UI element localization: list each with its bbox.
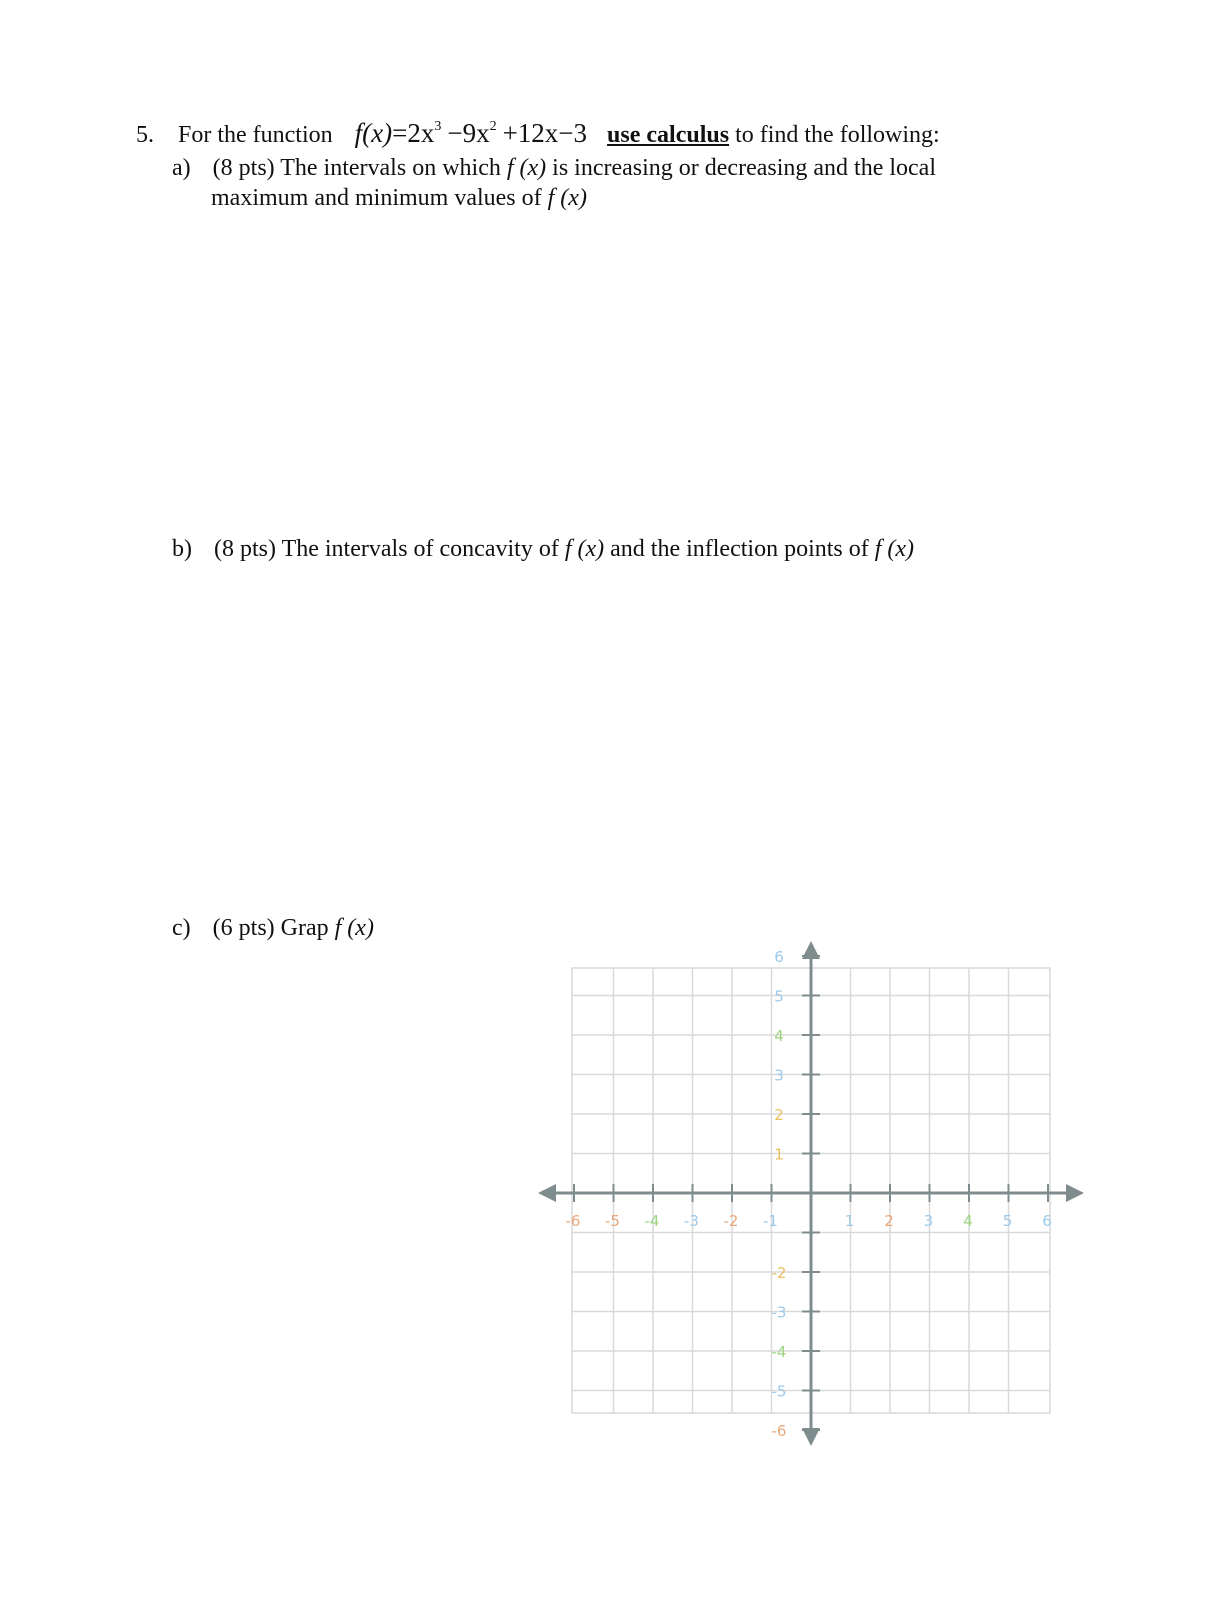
y-tick-label: -2 xyxy=(771,1264,787,1282)
function-lhs: f(x) xyxy=(354,118,393,148)
part-a-label: a) xyxy=(172,155,191,181)
function-exp-3: 3 xyxy=(434,119,442,134)
x-tick-label: -1 xyxy=(763,1212,778,1230)
y-tick-label: -3 xyxy=(771,1303,787,1322)
part-a-text-1: The intervals on which xyxy=(280,155,501,181)
x-tick-label: -6 xyxy=(565,1212,581,1230)
part-a-fx: f (x) xyxy=(506,155,547,181)
question-number: 5. xyxy=(136,122,154,148)
function-term-3: +12x−3 xyxy=(502,118,588,148)
part-b-fx: f (x) xyxy=(564,536,605,562)
part-c-label: c) xyxy=(172,915,191,941)
function-term-1: 2x xyxy=(407,118,435,148)
x-axis-arrow-left xyxy=(538,1184,556,1202)
y-tick-label: 6 xyxy=(774,948,784,966)
y-tick-label: -6 xyxy=(771,1422,787,1440)
x-tick-label: -5 xyxy=(605,1212,620,1230)
x-tick-label: 2 xyxy=(884,1212,894,1230)
part-c-fx: f (x) xyxy=(334,915,374,941)
y-tick-label: 2 xyxy=(774,1106,784,1124)
x-tick-label: 4 xyxy=(963,1212,973,1230)
part-a-fx-2: f (x) xyxy=(547,185,587,211)
function-eq: = xyxy=(392,118,408,148)
x-tick-label: 5 xyxy=(1002,1212,1013,1230)
function-term-2: −9x xyxy=(447,118,490,148)
part-a-points: (8 pts) xyxy=(212,155,275,181)
x-tick-label: -4 xyxy=(644,1212,660,1230)
part-c-points: (6 pts) xyxy=(212,915,275,941)
part-c-text-1: Grap xyxy=(280,915,329,941)
part-a-text-3: maximum and minimum values of xyxy=(211,185,542,211)
use-calculus-emphasis: use calculus xyxy=(607,122,730,148)
x-tick-label: 6 xyxy=(1042,1212,1052,1230)
part-b-text-1: The intervals of concavity of xyxy=(281,536,559,562)
y-tick-label: 1 xyxy=(774,1145,784,1164)
function-exp-2: 2 xyxy=(489,119,497,134)
part-b-fx-2: f (x) xyxy=(874,536,915,562)
x-tick-label: -2 xyxy=(723,1212,739,1230)
x-tick-label: 3 xyxy=(923,1212,934,1230)
y-tick-label: 4 xyxy=(774,1027,784,1045)
part-b-label: b) xyxy=(172,536,192,562)
part-a-text-2: is increasing or decreasing and the local xyxy=(552,155,937,181)
x-tick-label: -3 xyxy=(684,1212,699,1230)
x-axis-arrow-right xyxy=(1066,1184,1084,1202)
y-tick-label: 3 xyxy=(774,1066,784,1085)
part-b-points: (8 pts) xyxy=(214,536,276,562)
y-tick-label: -4 xyxy=(771,1343,787,1361)
question-intro: For the function xyxy=(178,122,333,148)
part-b-text-2: and the inflection points of xyxy=(610,536,869,562)
y-tick-label: -5 xyxy=(771,1382,787,1401)
question-intro-after: to find the following: xyxy=(735,122,940,148)
y-tick-label: 5 xyxy=(774,987,784,1006)
x-tick-label: 1 xyxy=(844,1212,855,1230)
